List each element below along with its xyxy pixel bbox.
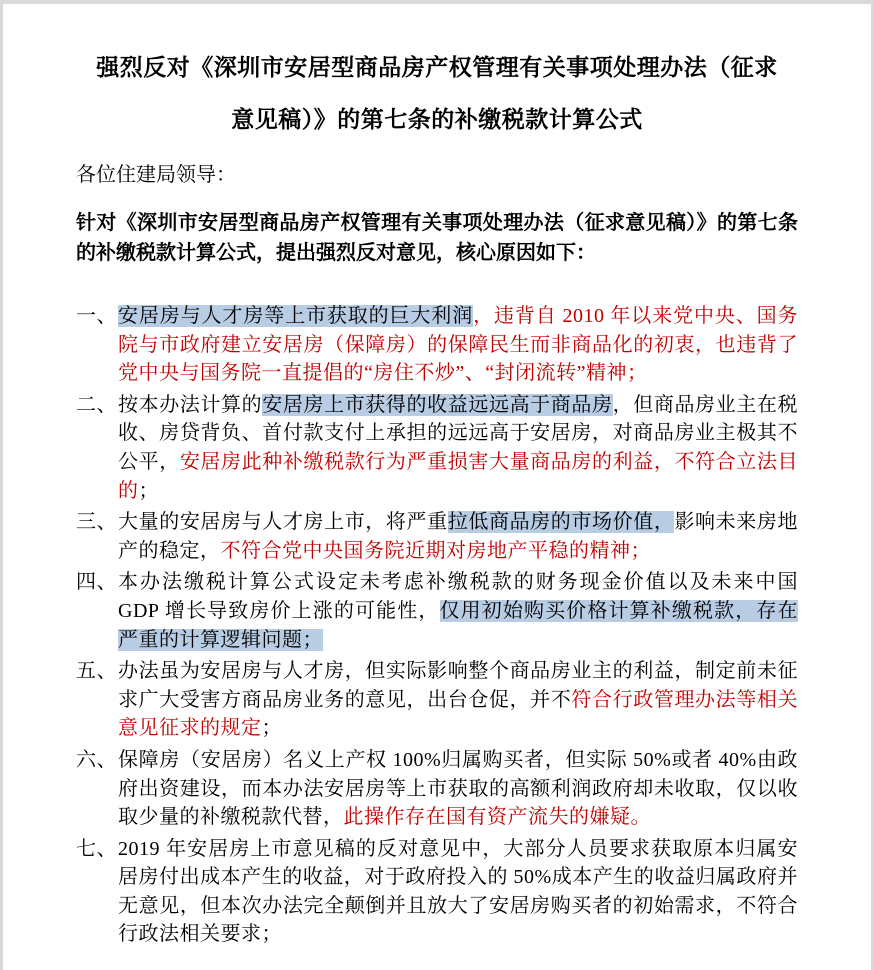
red-emphasis-text: 符合行政管理办法等相关意见征求的规定 bbox=[118, 688, 798, 740]
item-number-marker: 三、 bbox=[76, 511, 117, 534]
body-text: 2019 年安居房上市意见稿的反对意见中，大部分人员要求获取原本归属安居房付出成本产生的收益，对于政府投入的 50%成本产生的收益归属政府并无意见，但本次办法完全颠倒并且放大了安居房购买者的初始需求，不符合行政法相关要求； bbox=[118, 837, 798, 946]
reason-item bbox=[76, 835, 798, 949]
item-number-marker: 六、 bbox=[76, 748, 117, 771]
item-number-marker: 二、 bbox=[76, 393, 117, 416]
red-emphasis-text: ，违背自 2010 年以来党中央、国务院与市政府建立安居房（保障房）的保障民生而非商品化的初衷，也违背了党中央与国务院一直提倡的“房住不炒”、“封闭流转”精神； bbox=[118, 305, 799, 385]
body-text: 影响未来房地产的稳定， bbox=[118, 511, 798, 562]
reason-item bbox=[76, 391, 798, 505]
highlighted-text: 安居房上市获得的收益远远高于商品房 bbox=[262, 393, 613, 416]
document-title bbox=[76, 42, 798, 146]
red-emphasis-text: 安居房此种补缴税款行为严重损害大量商品房的利益，不符合立法目的 bbox=[118, 450, 798, 502]
body-text: ； bbox=[261, 717, 282, 740]
intro-paragraph: 针对《深圳市安居型商品房产权管理有关事项处理办法（征求意见稿）》的第七条的补缴税款计算公式，提出强烈反对意见，核心原因如下： bbox=[76, 212, 798, 264]
body-text: 大量的安居房与人才房上市，将严重 bbox=[118, 511, 448, 534]
body-text: ； bbox=[138, 479, 159, 502]
body-text: 本办法缴税计算公式设定未考虑补缴税款的财务现金价值以及未来中国 GDP 增长导致房价上涨的可能性， bbox=[118, 571, 798, 622]
title-line-1: 强烈反对《深圳市安居型商品房产权管理有关事项处理办法（征求 bbox=[96, 55, 778, 80]
title-line-2: 意见稿）》的第七条的补缴税款计算公式 bbox=[231, 107, 643, 132]
reason-list bbox=[76, 302, 798, 949]
highlighted-text: 安居房与人才房等上市获取的巨大利润 bbox=[118, 305, 474, 327]
highlighted-text: 仅用初始购买价格计算补缴税款，存在严重的计算逻辑问题； bbox=[118, 599, 798, 651]
body-text: 办法虽为安居房与人才房，但实际影响整个商品房业主的利益，制定前未征求广大受害方商品房业务的意见，出台仓促，并不 bbox=[118, 660, 798, 711]
item-number-marker: 一、 bbox=[76, 305, 117, 327]
greeting-line: 各位住建局领导： bbox=[76, 164, 236, 186]
item-number-marker: 七、 bbox=[76, 837, 117, 860]
body-text: 按本办法计算的 bbox=[118, 393, 263, 416]
reason-item bbox=[76, 508, 798, 565]
body-text: 保障房（安居房）名义上产权 100%归属购买者，但实际 50%或者 40%由政府出资建设，而本办法安居房等上市获取的高额利润政府却未收取，仅以收取少量的补缴税款代替， bbox=[118, 748, 798, 829]
reason-item bbox=[76, 657, 798, 743]
reason-item bbox=[76, 746, 798, 832]
reason-item bbox=[76, 568, 798, 654]
red-emphasis-text: 不符合党中央国务院近期对房地产平稳的精神； bbox=[220, 539, 651, 562]
item-number-marker: 五、 bbox=[76, 660, 117, 683]
body-text: ，但商品房业主在税收、房贷背负、首付款支付上承担的远远高于安居房，对商品房业主极其不公平， bbox=[118, 393, 798, 473]
document-page bbox=[3, 4, 871, 970]
reason-item bbox=[76, 302, 798, 388]
red-emphasis-text: 此操作存在国有资产流失的嫌疑。 bbox=[343, 806, 651, 829]
highlighted-text: 拉低商品房的市场价值， bbox=[447, 511, 675, 534]
item-number-marker: 四、 bbox=[76, 571, 117, 594]
